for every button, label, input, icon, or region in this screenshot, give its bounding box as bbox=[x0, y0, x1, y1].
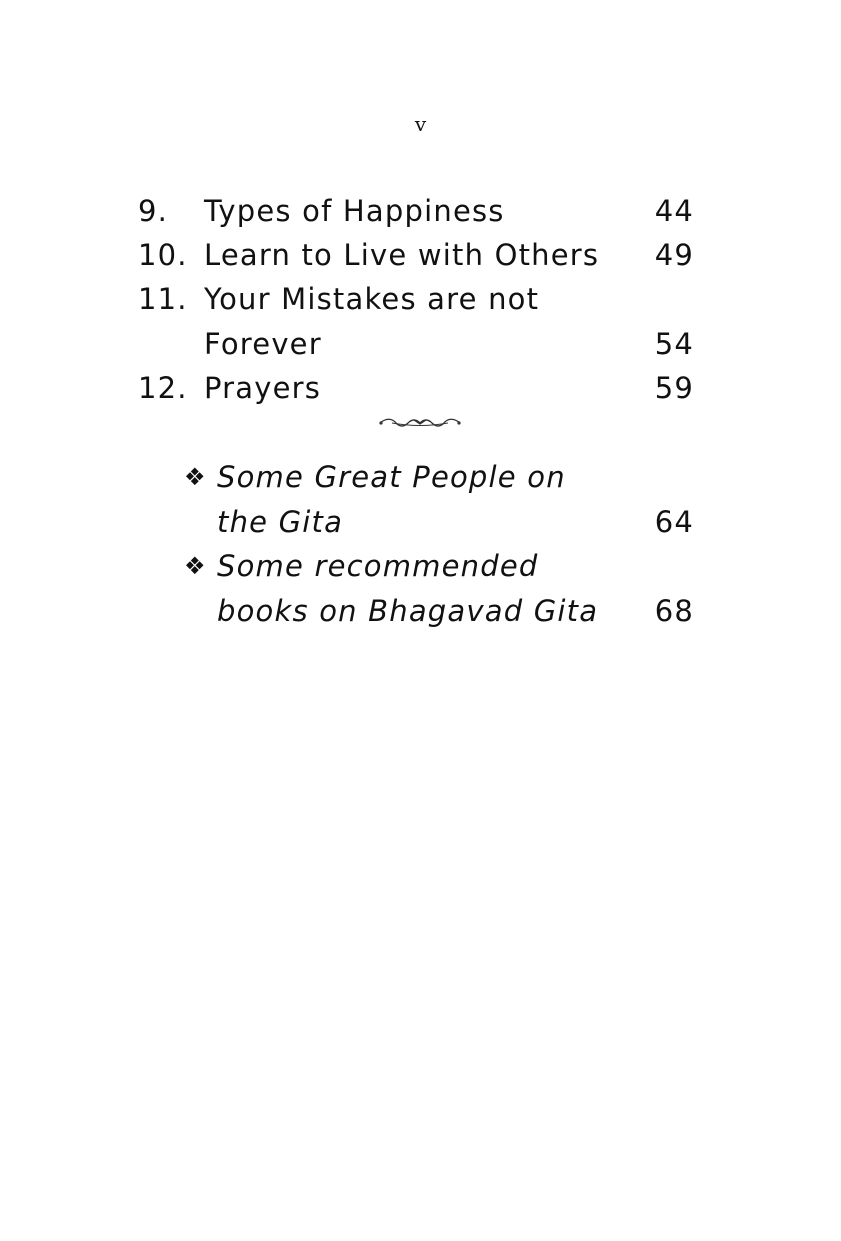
diamond-bullet-icon: ❖ bbox=[184, 552, 207, 580]
entry-title: Your Mistakes are not bbox=[204, 282, 540, 316]
entry-number: 11. bbox=[138, 282, 188, 316]
entry-page: 44 bbox=[654, 194, 694, 228]
entry-page: 59 bbox=[654, 371, 694, 405]
extra-title: Some recommended bbox=[217, 549, 539, 583]
page-number: v bbox=[414, 112, 427, 136]
extra-page: 68 bbox=[654, 594, 694, 628]
diamond-bullet-icon: ❖ bbox=[184, 463, 207, 491]
ornament-divider-icon bbox=[378, 416, 462, 430]
entry-number: 12. bbox=[138, 371, 188, 405]
extra-page: 64 bbox=[654, 505, 694, 539]
entry-number: 9. bbox=[138, 194, 169, 228]
extra-title-line-2: books on Bhagavad Gita bbox=[217, 594, 599, 628]
extra-title: Some Great People on bbox=[217, 460, 566, 494]
entry-title: Prayers bbox=[204, 371, 322, 405]
entry-number: 10. bbox=[138, 238, 188, 272]
entry-title: Types of Happiness bbox=[204, 194, 505, 228]
extra-title-line-2: the Gita bbox=[217, 505, 344, 539]
entry-title: Learn to Live with Others bbox=[204, 238, 600, 272]
entry-page: 54 bbox=[654, 327, 694, 361]
entry-title-line-2: Forever bbox=[204, 327, 322, 361]
entry-page: 49 bbox=[654, 238, 694, 272]
